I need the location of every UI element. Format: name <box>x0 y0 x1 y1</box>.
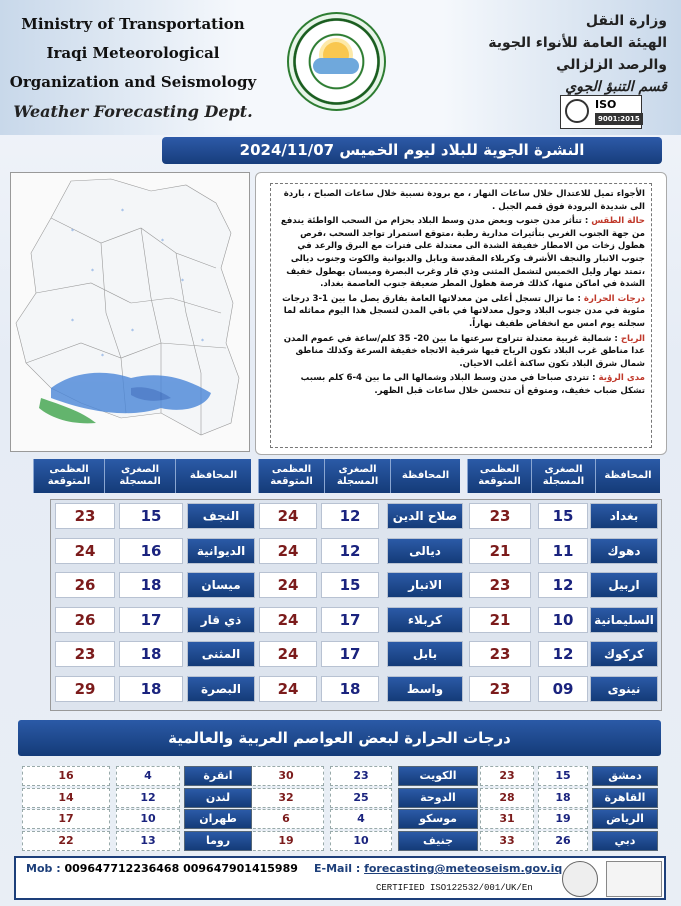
province-min-temp: 17 <box>321 641 379 667</box>
wind-paragraph <box>277 333 645 371</box>
header-max: العظمى المتوقعة <box>33 459 104 493</box>
temp-label: درجات الحرارة <box>583 293 645 304</box>
capital-name: انقرة <box>184 766 252 786</box>
province-name: الديوانية <box>187 538 255 564</box>
weather-text: : تتأثر مدن جنوب وبعض مدن وسط البلاد بحزام من السحب الواطئة يندفع من جهة الجنوب الغربي بتأثيرات مدارية رطبة ،متوقع استمرار تواجد السحب ،فرص هطول زخات من الامطار خفيفة الشدة الى معتدلة على فترات مع البرق والرعد في جنوب الانبار والنجف الأشرف وكربلاء المقدسة وبابل والديوانية والكوت وجنوب ديالى ،تمتد نهار وليل الخميس لتشمل المثنى وذي قار وغرب البصرة وميسان بهطول خفيف الشدة في اماكن منها، كذلك فرصة هطول المطر ضعيفة جنوب العاصمة بغداد. <box>280 216 645 290</box>
mobile-numbers: 009647712236468 009647901415989 <box>64 862 298 875</box>
province-max-temp: 23 <box>55 641 115 667</box>
province-min-temp: 12 <box>538 641 588 667</box>
capital-min-temp: 10 <box>330 831 392 851</box>
table-header-group-3 <box>33 459 251 493</box>
province-min-temp: 15 <box>119 503 183 529</box>
table-header-group-2 <box>258 459 460 493</box>
province-temperature-grid <box>50 499 662 711</box>
province-name: اربيل <box>590 572 658 598</box>
province-name: ميسان <box>187 572 255 598</box>
capital-name: لندن <box>184 788 252 808</box>
org-line-2: Iraqi Meteorological <box>46 44 220 62</box>
org-line-3: Organization and Seismology <box>9 73 257 91</box>
province-min-temp: 12 <box>321 538 379 564</box>
province-name: بابل <box>387 641 463 667</box>
capital-max-temp: 6 <box>248 809 324 829</box>
capital-name: روما <box>184 831 252 851</box>
cert-seal-icon <box>562 861 598 897</box>
province-name: النجف <box>187 503 255 529</box>
province-max-temp: 24 <box>259 538 317 564</box>
mobile-label: Mob : <box>26 862 65 875</box>
svg-text:*: * <box>71 318 74 325</box>
province-max-temp: 23 <box>55 503 115 529</box>
capital-max-temp: 30 <box>248 766 324 786</box>
org-line-1: Ministry of Transportation <box>21 15 245 33</box>
capital-name: الكويت <box>398 766 478 786</box>
bulletin-text-panel <box>255 172 667 455</box>
capitals-temperature-grid <box>20 764 660 852</box>
bulletin-intro: الأجواء تميل للاعتدال خلال ساعات النهار ، مع برودة نسبية خلال ساعات الصباح ، باردة الى شديدة البرودة فوق قمم الجبل . <box>283 189 645 212</box>
svg-text:*: * <box>201 338 204 345</box>
province-min-temp: 12 <box>538 572 588 598</box>
ar-line-2: الهيئة العامة للأنواء الجوية <box>488 35 667 51</box>
english-org-name <box>8 10 258 126</box>
capital-min-temp: 4 <box>330 809 392 829</box>
province-name: المثنى <box>187 641 255 667</box>
svg-text:*: * <box>121 208 124 215</box>
capital-max-temp: 31 <box>480 809 534 829</box>
svg-text:*: * <box>91 268 94 275</box>
email-link[interactable]: forecasting@meteoseism.gov.iq <box>364 862 563 875</box>
province-min-temp: 18 <box>119 676 183 702</box>
iso-text: ISO <box>595 98 617 111</box>
province-min-temp: 17 <box>119 607 183 633</box>
capital-min-temp: 4 <box>116 766 180 786</box>
weather-paragraph <box>277 215 645 291</box>
province-min-temp: 18 <box>321 676 379 702</box>
province-max-temp: 23 <box>469 641 531 667</box>
province-max-temp: 21 <box>469 538 531 564</box>
capital-min-temp: 15 <box>538 766 588 786</box>
province-min-temp: 10 <box>538 607 588 633</box>
weather-label: حالة الطقس <box>591 216 645 227</box>
page-header <box>0 0 681 135</box>
capital-name: موسكو <box>398 809 478 829</box>
wind-text: : شمالية غربية معتدلة تتراوح سرعتها ما بين 20- 35 كلم/ساعة في عموم المدن عدا مناطق غرب البلاد تكون الرياح فيها شرقية الاتجاه خفيفة السرعة وكذلك مناطق شمال شرق البلاد تكون ساكنة أغلب الاحيان. <box>283 333 645 369</box>
svg-text:*: * <box>161 238 164 245</box>
capital-max-temp: 28 <box>480 788 534 808</box>
capital-max-temp: 33 <box>480 831 534 851</box>
province-max-temp: 24 <box>259 607 317 633</box>
province-max-temp: 23 <box>469 676 531 702</box>
capital-max-temp: 22 <box>22 831 110 851</box>
dept-name-en: Weather Forecasting Dept. <box>13 102 253 121</box>
province-min-temp: 11 <box>538 538 588 564</box>
province-max-temp: 24 <box>55 538 115 564</box>
capital-min-temp: 10 <box>116 809 180 829</box>
province-max-temp: 21 <box>469 607 531 633</box>
temp-text: : ما تزال تسجل أعلى من معدلاتها العامة بفارق يصل ما بين 1-3 درجات مئوية في مدن جنوب البلاد وحول معدلاتها في باقي المدن لتسجل هذا اليوم مماثله لما سجلته يوم امس مع انخفاض طفيف نهاراً. <box>282 293 645 329</box>
header-province: المحافظة <box>175 459 251 493</box>
capital-max-temp: 19 <box>248 831 324 851</box>
capital-min-temp: 25 <box>330 788 392 808</box>
province-min-temp: 15 <box>538 503 588 529</box>
header-min: الصغرى المسجلة <box>531 459 595 493</box>
province-max-temp: 26 <box>55 572 115 598</box>
svg-text:*: * <box>101 353 104 360</box>
contact-footer <box>14 856 666 900</box>
capital-min-temp: 12 <box>116 788 180 808</box>
header-province: المحافظة <box>595 459 660 493</box>
visibility-text: : تتردى صباحا في مدن وسط البلاد وشمالها الى ما بين 4-6 كلم بسبب تشكل ضباب خفيف، ومتوقع أن تتحسن خلال ساعات قبل الظهر. <box>300 373 645 396</box>
province-min-temp: 18 <box>119 572 183 598</box>
org-logo-icon <box>287 12 386 111</box>
province-name: دهوك <box>590 538 658 564</box>
capital-max-temp: 23 <box>480 766 534 786</box>
email-label: E-Mail : <box>314 862 365 875</box>
province-min-temp: 17 <box>321 607 379 633</box>
capital-name: دبي <box>592 831 658 851</box>
capital-name: دمشق <box>592 766 658 786</box>
capital-min-temp: 26 <box>538 831 588 851</box>
iso-code: 9001:2015 <box>595 113 643 125</box>
capital-min-temp: 13 <box>116 831 180 851</box>
province-name: البصرة <box>187 676 255 702</box>
mobile-contact <box>26 862 298 875</box>
province-name: الانبار <box>387 572 463 598</box>
capitals-title: درجات الحرارة لبعض العواصم العربية والعالمية <box>18 720 661 756</box>
visibility-label: مدى الرؤية <box>598 373 645 384</box>
header-max: العظمى المتوقعة <box>467 459 531 493</box>
iso-check-icon <box>565 99 589 123</box>
ar-line-3: والرصد الزلزالي <box>556 57 667 73</box>
capital-name: القاهرة <box>592 788 658 808</box>
province-name: كركوك <box>590 641 658 667</box>
header-max: العظمى المتوقعة <box>258 459 324 493</box>
header-min: الصغرى المسجلة <box>324 459 390 493</box>
capital-min-temp: 18 <box>538 788 588 808</box>
iso-badge <box>560 95 642 129</box>
capital-max-temp: 16 <box>22 766 110 786</box>
province-max-temp: 24 <box>259 572 317 598</box>
header-province: المحافظة <box>390 459 460 493</box>
ar-line-1: وزارة النقل <box>585 13 667 29</box>
certificate-number: CERTIFIED ISO122532/001/UK/En <box>376 883 533 893</box>
dept-name-ar: قسم التنبؤ الجوي <box>565 79 667 95</box>
weather-map <box>10 172 250 452</box>
capital-max-temp: 32 <box>248 788 324 808</box>
cert-logo-icon <box>606 861 662 897</box>
temp-paragraph <box>277 293 645 331</box>
wind-label: الرياح <box>620 333 645 344</box>
province-name: واسط <box>387 676 463 702</box>
province-max-temp: 23 <box>469 572 531 598</box>
province-min-temp: 15 <box>321 572 379 598</box>
svg-text:*: * <box>181 278 184 285</box>
table-header-group-1 <box>467 459 660 493</box>
province-name: السليمانية <box>590 607 658 633</box>
province-min-temp: 12 <box>321 503 379 529</box>
province-min-temp: 09 <box>538 676 588 702</box>
capital-name: الرياض <box>592 809 658 829</box>
province-max-temp: 23 <box>469 503 531 529</box>
province-name: ديالى <box>387 538 463 564</box>
svg-text:*: * <box>131 328 134 335</box>
province-max-temp: 24 <box>259 641 317 667</box>
iraq-map-icon <box>11 173 249 451</box>
header-min: الصغرى المسجلة <box>104 459 175 493</box>
bulletin-title: النشرة الجوية للبلاد ليوم الخميس 2024/11/07 <box>162 137 662 164</box>
capital-min-temp: 19 <box>538 809 588 829</box>
province-name: ذي قار <box>187 607 255 633</box>
province-max-temp: 26 <box>55 607 115 633</box>
capital-name: الدوحة <box>398 788 478 808</box>
capital-max-temp: 17 <box>22 809 110 829</box>
capital-max-temp: 14 <box>22 788 110 808</box>
email-contact <box>314 862 562 875</box>
arabic-org-name <box>447 10 667 98</box>
province-name: كربلاء <box>387 607 463 633</box>
province-name: بغداد <box>590 503 658 529</box>
capital-name: جنيف <box>398 831 478 851</box>
capital-name: طهران <box>184 809 252 829</box>
svg-text:*: * <box>71 228 74 235</box>
province-name: صلاح الدين <box>387 503 463 529</box>
province-min-temp: 18 <box>119 641 183 667</box>
province-name: نينوى <box>590 676 658 702</box>
visibility-paragraph <box>277 372 645 397</box>
capital-min-temp: 23 <box>330 766 392 786</box>
province-max-temp: 24 <box>259 503 317 529</box>
province-max-temp: 24 <box>259 676 317 702</box>
province-min-temp: 16 <box>119 538 183 564</box>
province-max-temp: 29 <box>55 676 115 702</box>
